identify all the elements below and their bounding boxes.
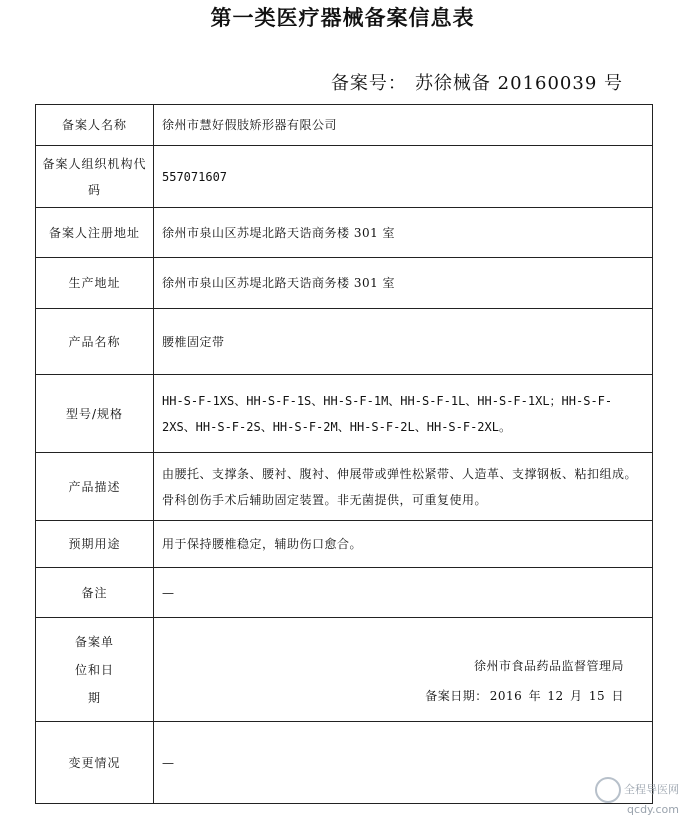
row-label-filer-name: 备案人名称 [36,105,154,146]
row-value-unit-date [154,618,653,722]
filing-day-unit: 日 [611,689,624,703]
filing-unit: 徐州市食品药品监督管理局 [473,659,624,673]
filing-month-unit: 月 [570,689,583,703]
watermark-logo-icon [595,777,621,803]
row-value-description: 由腰托、支撑条、腰衬、腹衬、伸展带或弹性松紧带、人造革、支撑钢板、粘扣组成。骨科创伤手术后辅助固定装置。非无菌提供，可重复使用。 [154,453,653,521]
filing-year-unit: 年 [528,689,542,703]
watermark [595,777,679,816]
record-number-value: 苏徐械备 20160039 号 [414,73,623,94]
row-value-model-spec: HH-S-F-1XS、HH-S-F-1S、HH-S-F-1M、HH-S-F-1L、HH-S-F-1XL；HH-S-F-2XS、HH-S-F-2S、HH-S-F-2M、HH-S-F-2L、HH-S-F-2XL。 [154,375,653,453]
table-row [36,568,653,618]
watermark-domain: qcdy.com [627,803,679,816]
filing-date [425,681,624,711]
row-value-changes: — [154,722,653,804]
record-number-label: 备案号： [330,73,407,94]
table-row [36,258,653,309]
table-row [36,208,653,258]
watermark-text: 全程导医网 [624,783,679,796]
row-label-changes: 变更情况 [36,722,154,804]
row-value-remarks: — [154,568,653,618]
row-label-model-spec: 型号/规格 [36,375,154,453]
row-label-intended-use: 预期用途 [36,521,154,568]
row-value-reg-address: 徐州市泉山区苏堤北路天诰商务楼 301 室 [154,208,653,258]
page-title: 第一类医疗器械备案信息表 [210,6,475,30]
table-row [36,722,653,804]
filing-month: 12 [547,689,564,703]
row-label-description: 产品描述 [36,453,154,521]
unit-date-block [425,651,624,711]
row-value-filer-name: 徐州市慧好假肢矫形器有限公司 [154,105,653,146]
table-row [36,453,653,521]
record-number [331,69,623,95]
row-label-product-name: 产品名称 [36,309,154,375]
table-row [36,375,653,453]
table-row [36,105,653,146]
table-row [36,146,653,208]
filing-year: 2016 [489,689,523,703]
row-label-unit-date: 备案单位和日期 [36,618,154,722]
row-label-production-address: 生产地址 [36,258,154,309]
filing-date-label: 备案日期： [425,689,488,703]
table-row [36,618,653,722]
row-label-reg-address: 备案人注册地址 [36,208,154,258]
table-row [36,521,653,568]
row-value-production-address: 徐州市泉山区苏堤北路天诰商务楼 301 室 [154,258,653,309]
table-row [36,309,653,375]
row-label-org-code: 备案人组织机构代码 [36,146,154,208]
row-value-org-code: 557071607 [154,146,653,208]
row-value-intended-use: 用于保持腰椎稳定，辅助伤口愈合。 [154,521,653,568]
info-table [35,104,653,804]
row-label-remarks: 备注 [36,568,154,618]
row-value-product-name: 腰椎固定带 [154,309,653,375]
filing-day: 15 [588,689,606,703]
